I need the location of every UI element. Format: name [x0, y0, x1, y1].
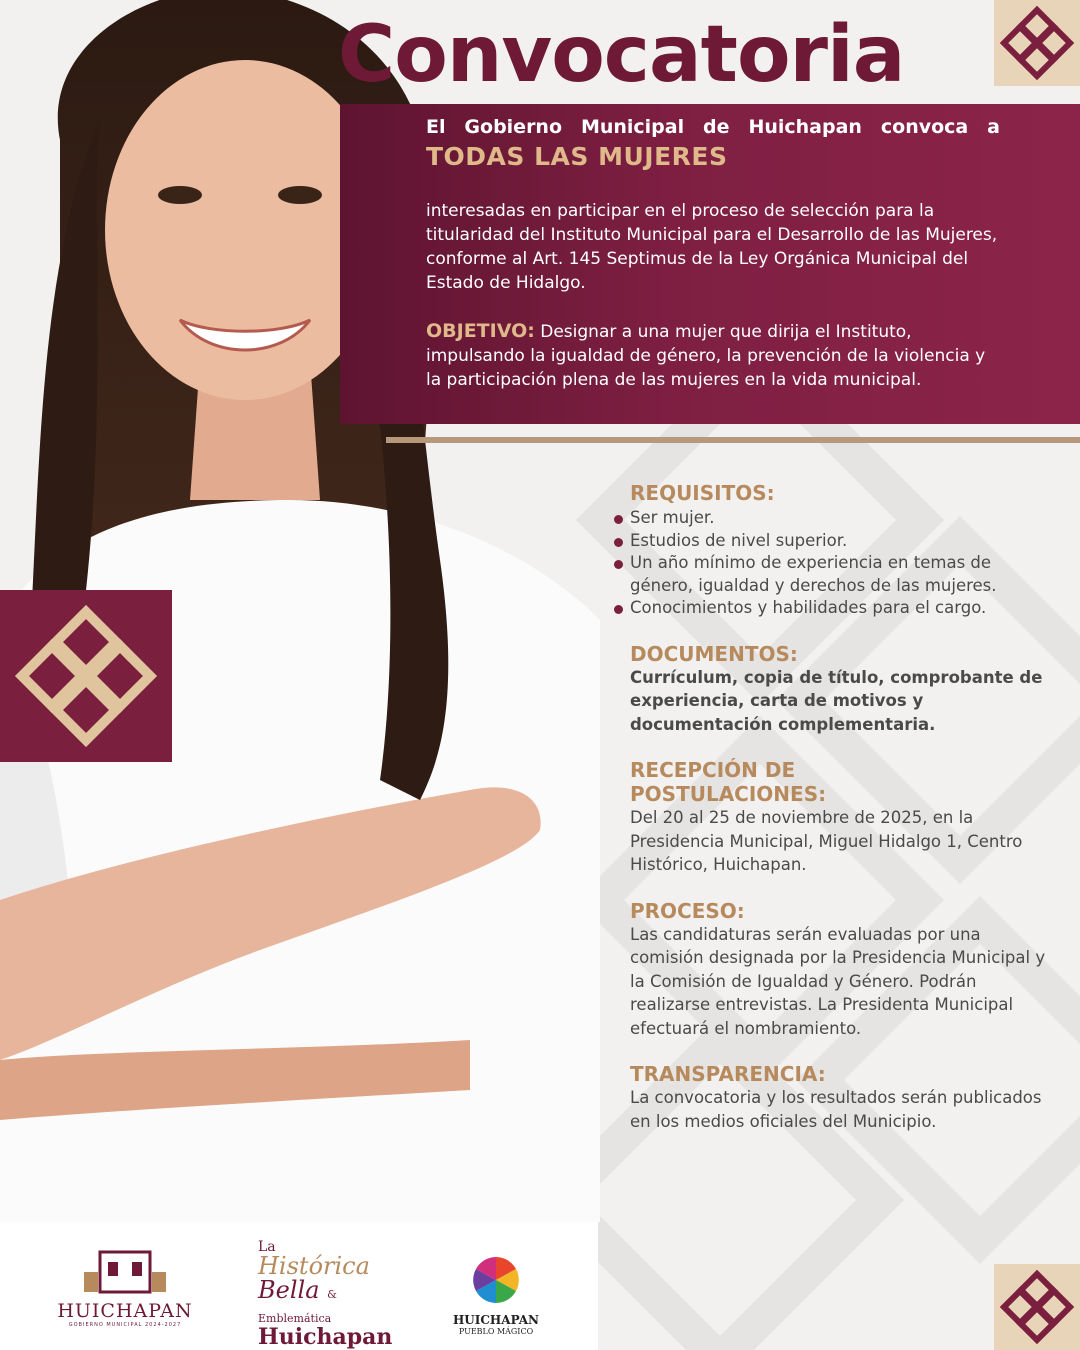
- bullet-icon: [614, 560, 623, 569]
- proceso-text: Las candidaturas serán evaluadas por una comisión designada por la Presidencia Municipal y la Comisión de Igualdad y Género. Podrán realizarse entrevistas. La Presidenta Municipal efectuará el nombramiento.: [630, 924, 1046, 1038]
- ornament-tile-top: [994, 0, 1080, 86]
- list-item: Ser mujer.: [612, 507, 1052, 530]
- recepcion-section: [612, 758, 1052, 877]
- building-icon: [52, 1246, 198, 1296]
- proceso-section: [612, 899, 1052, 1041]
- transparencia-section: [612, 1062, 1052, 1133]
- intro-highlight: TODAS LAS MUJERES: [426, 142, 728, 171]
- knot-ornament-icon: [994, 1264, 1080, 1350]
- transparencia-heading: TRANSPARENCIA:: [630, 1062, 826, 1086]
- intro-lead: El Gobierno Municipal de Huichapan convoca a: [426, 116, 1000, 138]
- pueblo-logo-text: HUICHAPAN: [452, 1313, 540, 1327]
- pueblo-magico-logo: [448, 1255, 544, 1336]
- pinwheel-icon: [471, 1255, 521, 1305]
- historica-bella-logo: La Histórica Bella & Emblemática Huichapan: [258, 1239, 393, 1350]
- list-item: Conocimientos y habilidades para el cargo.: [612, 597, 1052, 620]
- documentos-heading: DOCUMENTOS:: [630, 641, 798, 666]
- ornament-tile-bottom: [994, 1264, 1080, 1350]
- requisitos-section: [612, 481, 1052, 620]
- documentos-section: [612, 642, 1052, 737]
- bullet-icon: [614, 605, 623, 614]
- objetivo-label: OBJETIVO:: [426, 320, 535, 342]
- ornament-tile-side: [0, 590, 172, 762]
- knot-ornament-icon: [994, 0, 1080, 86]
- documentos-text: Currículum, copia de título, comprobante de experiencia, carta de motivos y documentación complementaria.: [630, 667, 1043, 734]
- details-column: [612, 481, 1052, 1155]
- transparencia-text: La convocatoria y los resultados serán publicados en los medios oficiales del Municipio.: [630, 1088, 1042, 1131]
- recepcion-heading: RECEPCIÓN DE POSTULACIONES:: [630, 758, 827, 806]
- bullet-icon: [614, 538, 623, 547]
- bullet-icon: [614, 515, 623, 524]
- list-item: Un año mínimo de experiencia en temas de género, igualdad y derechos de las mujeres.: [612, 552, 1052, 597]
- knot-ornament-icon: [0, 590, 172, 762]
- page-title: Convocatoria: [338, 10, 905, 100]
- intro-body: interesadas en participar en el proceso de selección para la titularidad del Instituto Municipal para el Desarrollo de las Mujeres, conforme al Art. 145 Septimus de la Ley Orgánica Municipal del Estado de Hidalgo.: [426, 201, 998, 293]
- objetivo-paragraph: [426, 319, 1000, 392]
- list-item: Estudios de nivel superior.: [612, 530, 1052, 553]
- divider-line: [386, 437, 1080, 443]
- recepcion-text: Del 20 al 25 de noviembre de 2025, en la Presidencia Municipal, Miguel Hidalgo 1, Centro Histórico, Huichapan.: [630, 808, 1023, 874]
- huichapan-logo-text: HUICHAPAN: [57, 1300, 193, 1322]
- huichapan-logo-subtext: GOBIERNO MUNICIPAL 2024-2027: [68, 1322, 182, 1328]
- proceso-heading: PROCESO:: [630, 898, 745, 923]
- intro-panel: [340, 104, 1080, 424]
- requisitos-heading: REQUISITOS:: [630, 481, 775, 505]
- huichapan-government-logo: [52, 1246, 198, 1328]
- requisitos-list: [612, 507, 1052, 620]
- objetivo-text: Designar a una mujer que dirija el Instituto, impulsando la igualdad de género, la prevención de la violencia y la participación plena de las mujeres en la vida municipal.: [426, 322, 986, 390]
- pueblo-logo-subtext: PUEBLO MÁGICO: [458, 1327, 534, 1336]
